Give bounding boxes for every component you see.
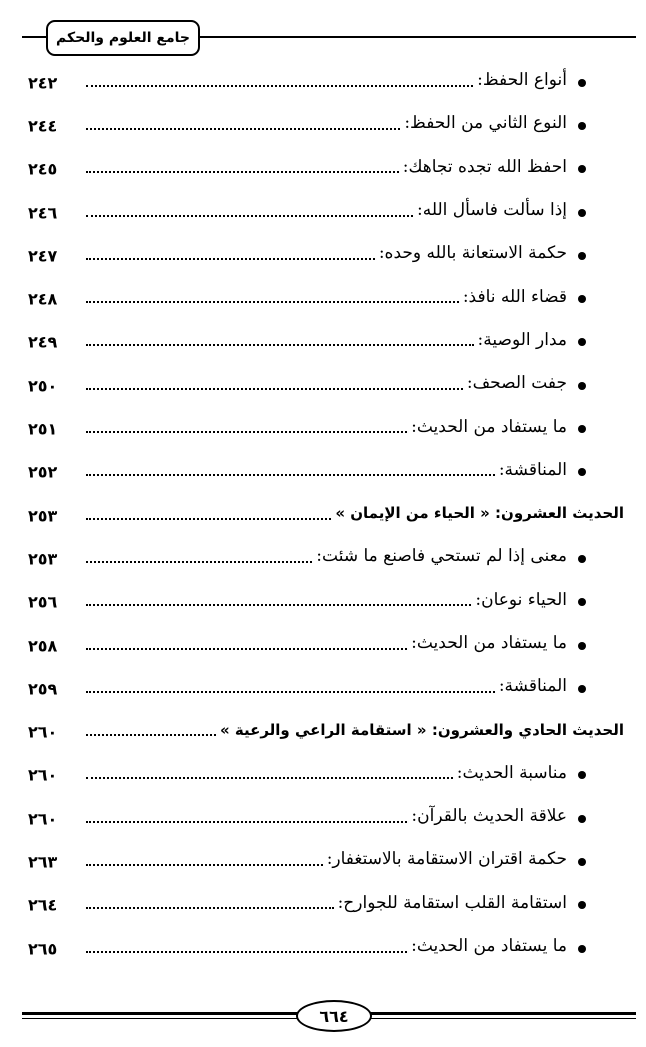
toc-entry-title: المناقشة: — [498, 676, 567, 697]
toc-page-number: ٢٥٢ — [28, 462, 58, 482]
dot-leader — [86, 388, 463, 390]
toc-entry-title: جفت الصحف: — [466, 373, 567, 394]
bullet-icon — [578, 165, 586, 173]
toc-entry-body — [82, 925, 567, 968]
dot-leader — [86, 864, 323, 866]
toc-entry — [0, 535, 646, 578]
dot-leader — [86, 215, 413, 217]
toc-entry — [0, 405, 646, 448]
toc-entry — [0, 795, 646, 838]
bullet-icon — [578, 815, 586, 823]
bullet-icon — [578, 79, 586, 87]
dot-leader — [86, 474, 495, 476]
toc-page-number: ٢٤٤ — [28, 116, 58, 136]
toc-entry-body — [82, 189, 567, 232]
dot-leader — [86, 907, 334, 909]
toc-entry-body — [82, 449, 567, 492]
bullet-icon — [578, 555, 586, 563]
toc-entry — [0, 146, 646, 189]
toc-page-number: ٢٤٩ — [28, 332, 58, 352]
bullet-icon — [578, 598, 586, 606]
toc-page-number: ٢٦٠ — [28, 722, 58, 742]
toc-entry-body — [82, 102, 567, 145]
toc-entry — [0, 232, 646, 275]
toc-entry — [0, 319, 646, 362]
dot-leader — [86, 85, 473, 87]
toc-entry — [0, 59, 646, 102]
toc-entry-body — [82, 275, 567, 318]
toc-entry-body — [82, 146, 567, 189]
toc-entry — [0, 102, 646, 145]
page-number: ٦٦٤ — [296, 1000, 372, 1032]
toc-entry-title: الحديث الحادي والعشرون: « استقامة الراعي والرعية » — [219, 720, 624, 739]
toc-entry-body — [82, 579, 567, 622]
toc-entry-title: ما يستفاد من الحديث: — [411, 936, 567, 957]
dot-leader — [86, 648, 407, 650]
dot-leader — [86, 604, 471, 606]
dot-leader — [86, 128, 400, 130]
dot-leader — [86, 258, 375, 260]
toc-page-number: ٢٦٣ — [28, 852, 58, 872]
toc-entry — [0, 622, 646, 665]
bullet-icon — [578, 122, 586, 130]
toc-entry-title: المناقشة: — [498, 459, 567, 480]
dot-leader — [86, 301, 459, 303]
toc-entry — [0, 579, 646, 622]
dot-leader — [86, 734, 216, 736]
table-of-contents — [0, 59, 646, 968]
toc-entry-body — [82, 752, 567, 795]
dot-leader — [86, 518, 331, 520]
bullet-icon — [578, 685, 586, 693]
toc-page-number: ٢٤٥ — [28, 159, 58, 179]
toc-entry — [0, 752, 646, 795]
toc-entry-body — [82, 492, 624, 535]
bullet-icon — [578, 945, 586, 953]
toc-entry-body — [82, 232, 567, 275]
toc-page-number: ٢٥٠ — [28, 376, 58, 396]
toc-page-number: ٢٥٣ — [28, 506, 58, 526]
toc-entry-title: علاقة الحديث بالقرآن: — [411, 806, 567, 827]
bullet-icon — [578, 901, 586, 909]
dot-leader — [86, 344, 474, 346]
toc-entry-title: الحياء نوعان: — [475, 589, 567, 610]
dot-leader — [86, 777, 453, 779]
toc-entry-body — [82, 535, 567, 578]
toc-entry — [0, 665, 646, 708]
toc-entry — [0, 189, 646, 232]
toc-entry-body — [82, 708, 624, 751]
dot-leader — [86, 821, 407, 823]
bullet-icon — [578, 252, 586, 260]
toc-entry-body — [82, 838, 567, 881]
toc-entry — [0, 838, 646, 881]
toc-page-number: ٢٥١ — [28, 419, 58, 439]
toc-page-number: ٢٤٨ — [28, 289, 58, 309]
running-header-title: جامع العلوم والحكم — [46, 20, 200, 56]
toc-entry-body — [82, 795, 567, 838]
toc-entry-title: ما يستفاد من الحديث: — [411, 416, 567, 437]
toc-entry-body — [82, 319, 567, 362]
toc-section-heading — [0, 708, 646, 751]
toc-entry — [0, 449, 646, 492]
dot-leader — [86, 691, 495, 693]
bullet-icon — [578, 858, 586, 866]
toc-page-number: ٢٦٤ — [28, 895, 58, 915]
toc-page-number: ٢٦٥ — [28, 938, 58, 958]
toc-page-number: ٢٦٠ — [28, 765, 58, 785]
toc-entry-title: مناسبة الحديث: — [456, 762, 567, 783]
toc-entry-title: مدار الوصية: — [477, 329, 567, 350]
toc-entry-title: النوع الثاني من الحفظ: — [404, 113, 567, 134]
bullet-icon — [578, 209, 586, 217]
toc-entry-title: الحديث العشرون: « الحياء من الإيمان » — [335, 504, 624, 523]
toc-entry-body — [82, 622, 567, 665]
toc-entry — [0, 925, 646, 968]
toc-page-number: ٢٤٧ — [28, 246, 58, 266]
bullet-icon — [578, 295, 586, 303]
toc-entry — [0, 882, 646, 925]
toc-entry-body — [82, 59, 567, 102]
toc-entry-title: إذا سألت فاسأل الله: — [417, 200, 567, 221]
toc-entry-title: احفظ الله تجده تجاهك: — [402, 156, 567, 177]
toc-section-heading — [0, 492, 646, 535]
bullet-icon — [578, 382, 586, 390]
toc-page-number: ٢٥٨ — [28, 635, 58, 655]
toc-entry-body — [82, 405, 567, 448]
bullet-icon — [578, 642, 586, 650]
toc-entry-title: قضاء الله نافذ: — [462, 286, 567, 307]
toc-page-number: ٢٤٦ — [28, 202, 58, 222]
toc-entry-title: حكمة اقتران الاستقامة بالاستغفار: — [326, 849, 567, 870]
toc-entry-title: حكمة الاستعانة بالله وحده: — [378, 243, 567, 264]
toc-page-number: ٢٥٩ — [28, 679, 58, 699]
bullet-icon — [578, 771, 586, 779]
bullet-icon — [578, 468, 586, 476]
toc-entry-title: أنواع الحفظ: — [477, 70, 567, 91]
dot-leader — [86, 431, 407, 433]
toc-entry-title: ما يستفاد من الحديث: — [411, 633, 567, 653]
toc-entry-body — [82, 665, 567, 708]
dot-leader — [86, 951, 407, 953]
dot-leader — [86, 561, 312, 563]
toc-entry-title: معنى إذا لم تستحي فاصنع ما شئت: — [316, 546, 567, 567]
toc-page-number: ٢٥٣ — [28, 549, 58, 569]
toc-entry-title: استقامة القلب استقامة للجوارح: — [337, 892, 567, 913]
toc-entry — [0, 362, 646, 405]
bullet-icon — [578, 425, 586, 433]
bullet-icon — [578, 338, 586, 346]
toc-page-number: ٢٥٦ — [28, 592, 58, 612]
toc-entry-body — [82, 882, 567, 925]
dot-leader — [86, 171, 399, 173]
toc-entry-body — [82, 362, 567, 405]
toc-page-number: ٢٦٠ — [28, 809, 58, 829]
toc-page-number: ٢٤٢ — [28, 73, 58, 93]
toc-entry — [0, 275, 646, 318]
